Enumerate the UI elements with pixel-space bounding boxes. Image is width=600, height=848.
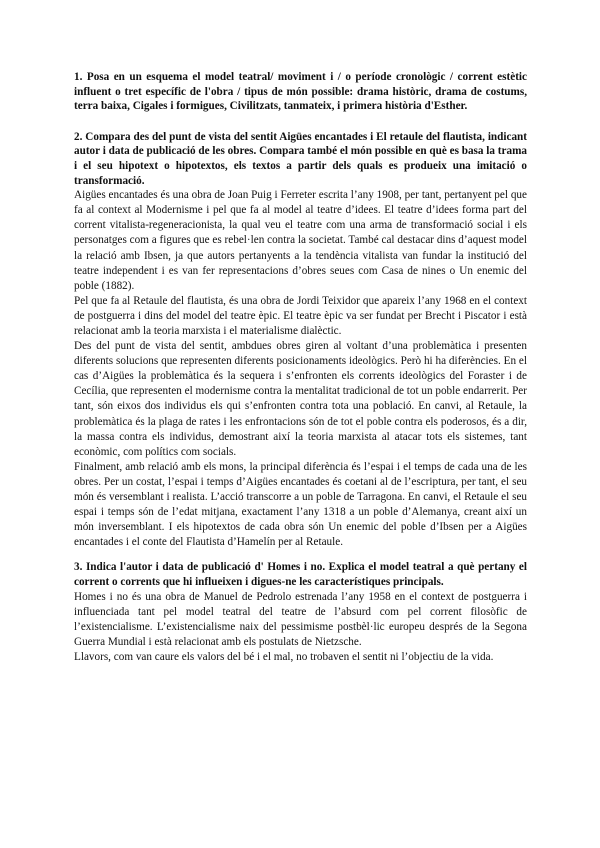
question-2-paragraph-4: Finalment, amb relació amb els mons, la principal diferència és l’espai i el temps de cada una de les obres. Per un costat, l’espai i temps d’Aigües encantades és coetani al de l’escriptura, per tant, el seu món és versemblant i realista. L’acció transcorre a un poble de Tarragona. En canvi, el Retaule el seu espai i temps són de l’edat mitjana, exactament l’any 1318 a un poble d’Alemanya, creant així un món inversemblant. I els hipotextos de cada obra són Un enemic del poble d’Ibsen per a Aigües encantades i el conte del Flautista d’Hamelín per al Retaule. <box>74 460 527 549</box>
question-2-paragraph-3: Des del punt de vista del sentit, ambdues obres giren al voltant d’una problemàtica i presenten diferents solucions que representen diferents posicionaments ideològics. Però hi ha diferències. En el cas d’Aigües la problemàtica és la sequera i s’enfronten els corrents ideològics del Foraster i de Cecília, que representen el modernisme contra la mentalitat tradicional de tot un poble endarrerit. Per tant, són eixos dos individus els qui s’enfronten contra tota una població. En canvi, al Retaule, la problemàtica és la plaga de rates i les enfrontacions són de tot el poble contra els poderosos, és a dir, la massa contra els individus, demostrant així la teoria marxista al atacar tots els sistemes, tant econòmic, com polítics com socials. <box>74 340 527 458</box>
section-gap <box>74 550 527 560</box>
question-2-paragraph-2: Pel que fa al Retaule del flautista, és una obra de Jordi Teixidor que apareix l’any 1968 en el context de postguerra i dins del model del teatre èpic. El teatre èpic va ser fundat per Brecht i Piscator i està relacionat amb la teoria marxista i el materialisme dialèctic. <box>74 294 527 337</box>
document-page <box>74 70 527 665</box>
question-3 <box>74 560 527 665</box>
question-2-heading: 2. Compara des del punt de vista del sentit Aigües encantades i El retaule del flautista, indicant autor i data de publicació de les obres. Compara també el món possible en què es basa la trama i el seu hipotext o hipotextos, els textos a partir dels quals es produeix una imitació o transformació. <box>74 130 528 187</box>
question-2 <box>74 130 527 551</box>
question-1 <box>74 70 527 114</box>
question-3-paragraph-1: Homes i no és una obra de Manuel de Pedrolo estrenada l’any 1958 en el context de postguerra i influenciada tant pel model teatral del teatre de l’absurd com pel corrent filosòfic de l’existencialisme. L’existencialisme naix del pessimisme postbèl·lic europeu després de la Segona Guerra Mundial i està relacionat amb els postulats de Nietzsche. <box>74 590 527 648</box>
section-gap <box>74 114 527 130</box>
question-3-paragraph-2: Llavors, com van caure els valors del bé i el mal, no trobaven el sentit ni l’objectiu de la vida. <box>74 650 494 663</box>
question-3-heading: 3. Indica l'autor i data de publicació d' Homes i no. Explica el model teatral a què pertany el corrent o corrents que hi influeixen i digues-ne les característiques principals. <box>74 561 527 588</box>
question-1-heading: 1. Posa en un esquema el model teatral/ moviment i / o període cronològic / corrent estètic influent o tret específic de l'obra / tipus de món possible: drama històric, drama de costums, terra baixa, Cigales i formigues, Civilitzats, tanmateix, i primera història d'Esther. <box>74 71 527 113</box>
question-2-paragraph-1: Aigües encantades és una obra de Joan Puig i Ferreter escrita l’any 1908, per tant, pertanyent pel que fa al context al Modernisme i pel que fa al model al teatre d’idees. El teatre d’idees forma part del corrent vitalista-regeneracionista, la qual veu el teatre com una arma de transformació social i els personatges com a figures que es rebel·len contra la societat. També cal destacar dins d’aquest model la relació amb Ibsen, ja que autors pertanyents a la tendència vitalista van fundar la institució del teatre independent i es van fer representacions d’obres seues com Casa de nines o Un enemic del poble (1882). <box>74 189 527 292</box>
